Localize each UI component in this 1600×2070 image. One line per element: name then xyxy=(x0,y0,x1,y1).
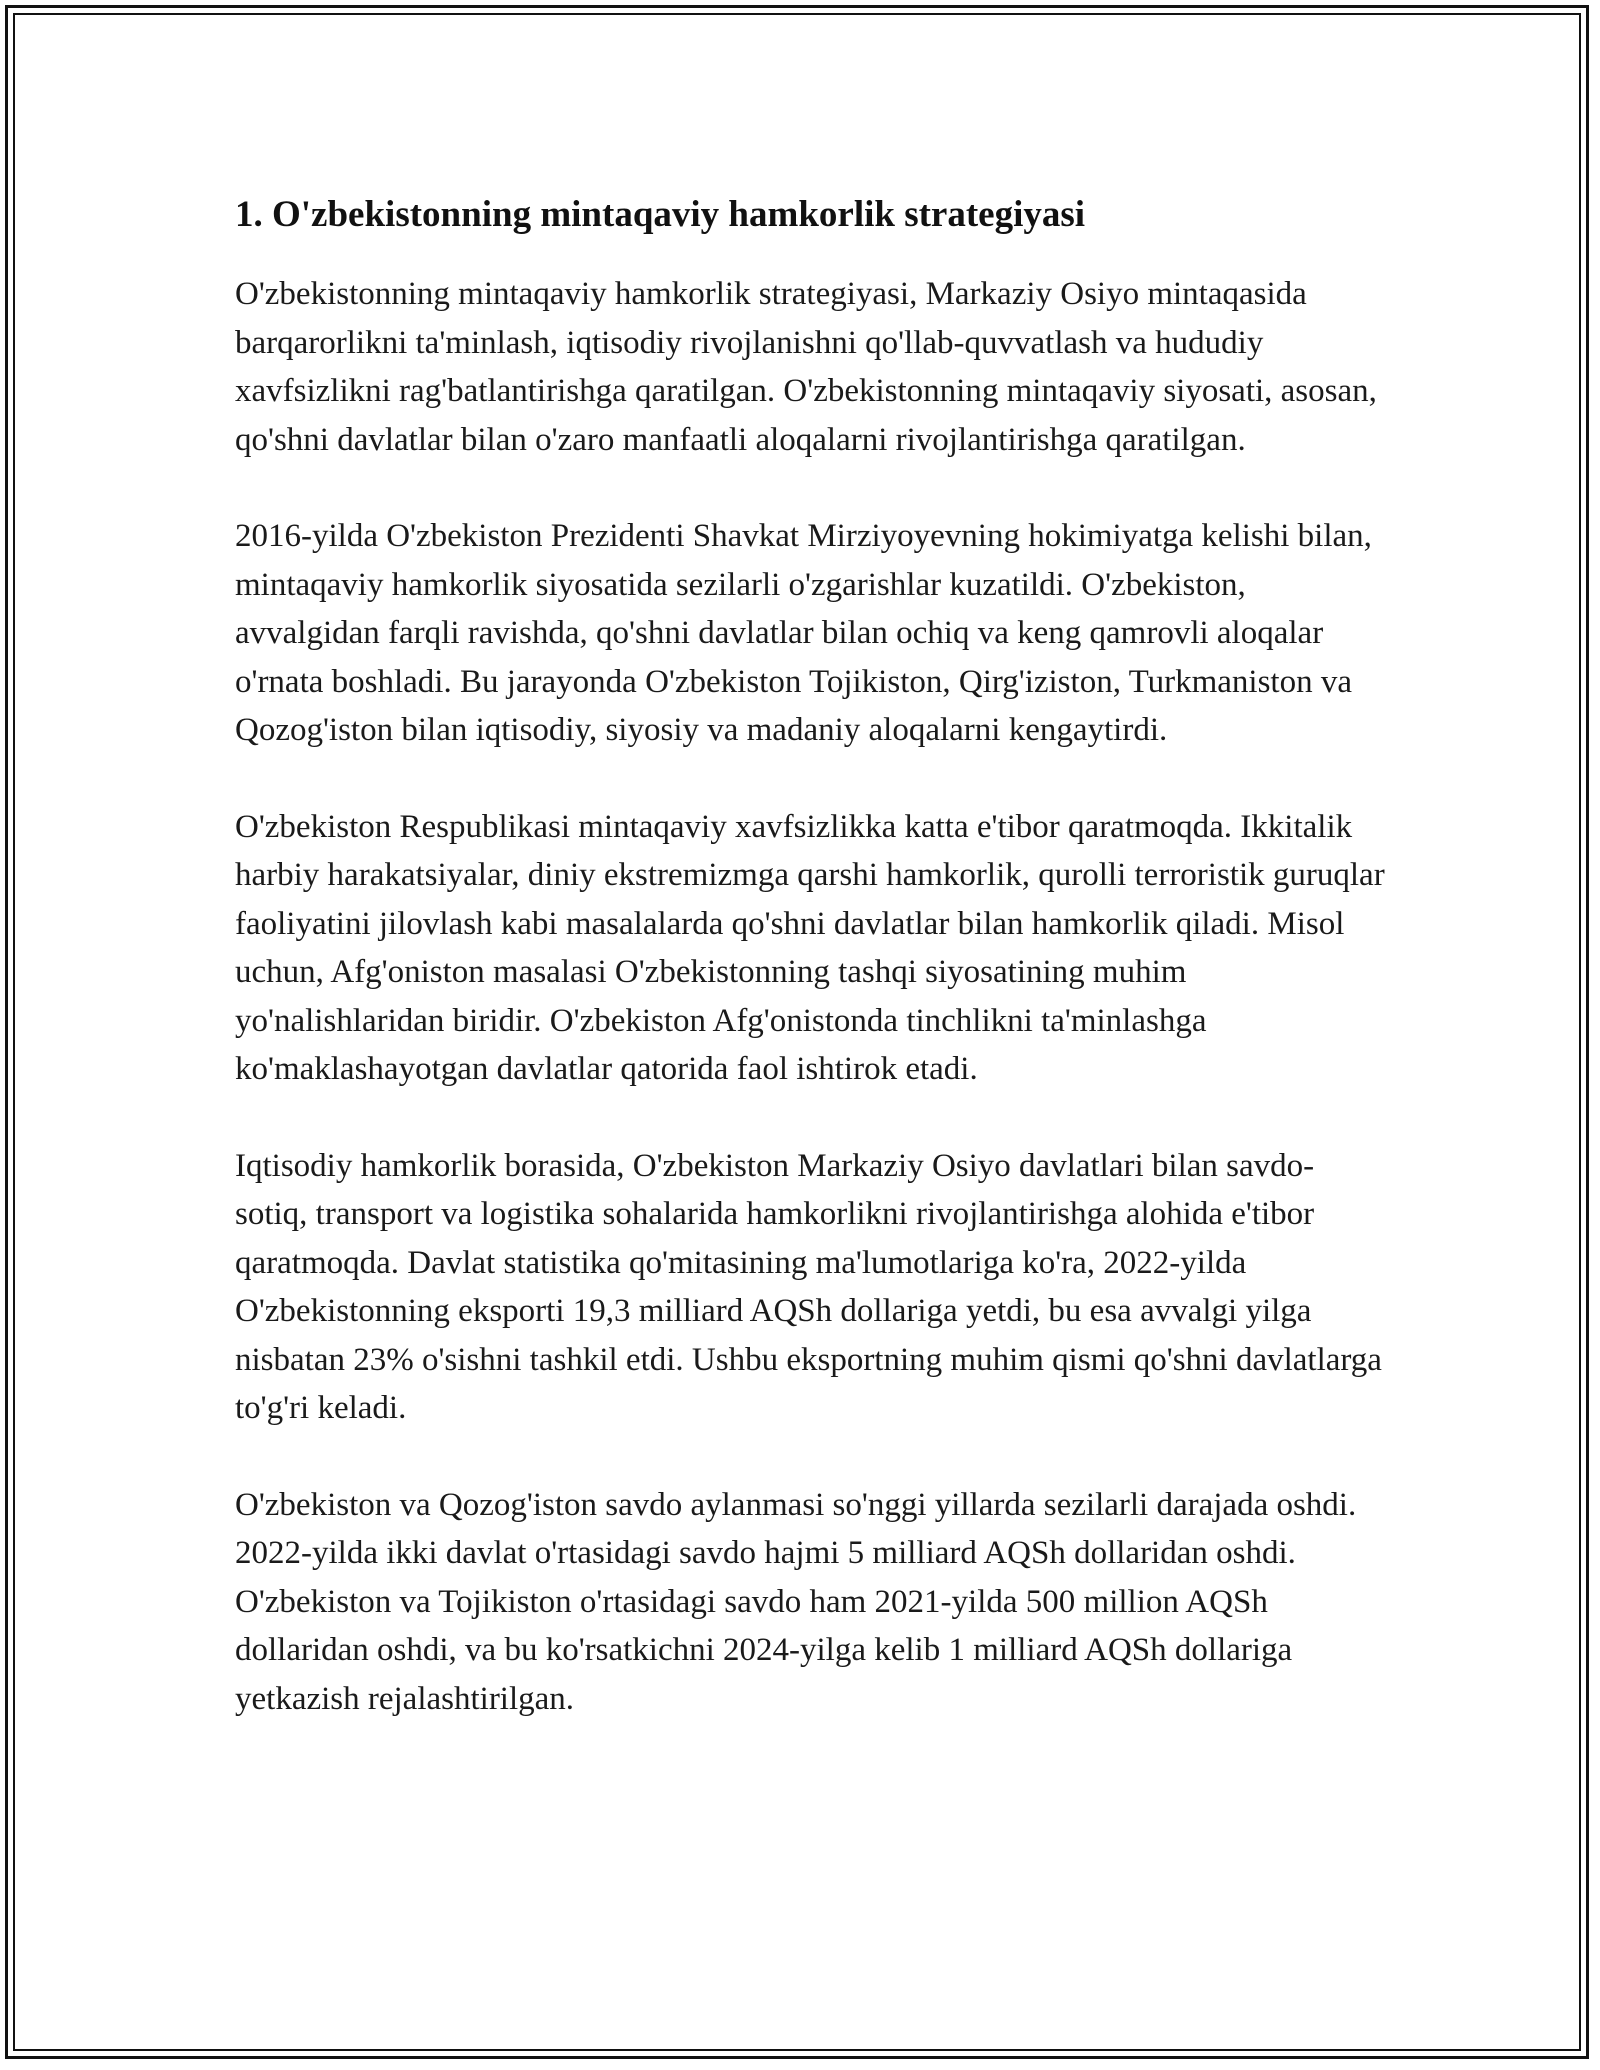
document-body xyxy=(235,186,1385,1771)
paragraph-economic-cooperation: Iqtisodiy hamkorlik borasida, O'zbekiston Markaziy Osiyo davlatlari bilan savdo-sotiq, transport va logistika sohalarida hamkorlikni rivojlantirishga alohida e'tibor qaratmoqda. Davlat statistika qo'mitasining ma'lumotlariga ko'ra, 2022-yilda O'zbekistonning eksporti 19,3 milliard AQSh dollariga yetdi, bu esa avvalgi yilga nisbatan 23% o'sishni tashkil etdi. Ushbu eksportning muhim qismi qo'shni davlatlarga to'g'ri keladi. xyxy=(235,1147,1382,1426)
section-title: 1. O'zbekistonning mintaqaviy hamkorlik strategiyasi xyxy=(235,194,1086,235)
paragraph-regional-strategy: O'zbekistonning mintaqaviy hamkorlik strategiyasi, Markaziy Osiyo mintaqasida barqarorlikni ta'minlash, iqtisodiy rivojlanishni qo'llab-quvvatlash va hududiy xavfsizlikni rag'batlantirishga qaratilgan. O'zbekistonning mintaqaviy siyosati, asosan, qo'shni davlatlar bilan o'zaro manfaatli aloqalarni rivojlantirishga qaratilgan. xyxy=(235,276,1377,458)
paragraph-regional-security: O'zbekiston Respublikasi mintaqaviy xavfsizlikka katta e'tibor qaratmoqda. Ikkitalik harbiy harakatsiyalar, diniy ekstremizmga qarshi hamkorlik, qurolli terroristik guruqlar faoliyatini jilovlash kabi masalalarda qo'shni davlatlar bilan hamkorlik qiladi. Misol uchun, Afg'oniston masalasi O'zbekistonning tashqi siyosatining muhim yo'nalishlaridan biridir. O'zbekiston Afg'onistonda tinchlikni ta'minlashga ko'maklashayotgan davlatlar qatorida faol ishtirok etadi. xyxy=(235,808,1385,1087)
paragraph-policy-changes-2016: 2016-yilda O'zbekiston Prezidenti Shavkat Mirziyoyevning hokimiyatga kelishi bilan, mintaqaviy hamkorlik siyosatida sezilarli o'zgarishlar kuzatildi. O'zbekiston, avvalgidan farqli ravishda, qo'shni davlatlar bilan ochiq va keng qamrovli aloqalar o'rnata boshladi. Bu jarayonda O'zbekiston Tojikiston, Qirg'iziston, Turkmaniston va Qozog'iston bilan iqtisodiy, siyosiy va madaniy aloqalarni kengaytirdi. xyxy=(235,518,1372,748)
paragraph-trade-turnover: O'zbekiston va Qozog'iston savdo aylanmasi so'nggi yillarda sezilarli darajada oshdi. 2022-yilda ikki davlat o'rtasidagi savdo hajmi 5 milliard AQSh dollaridan oshdi. O'zbekiston va Tojikiston o'rtasidagi savdo ham 2021-yilda 500 million AQSh dollaridan oshdi, va bu ko'rsatkichni 2024-yilga kelib 1 milliard AQSh dollariga yetkazish rejalashtirilgan. xyxy=(235,1486,1357,1717)
